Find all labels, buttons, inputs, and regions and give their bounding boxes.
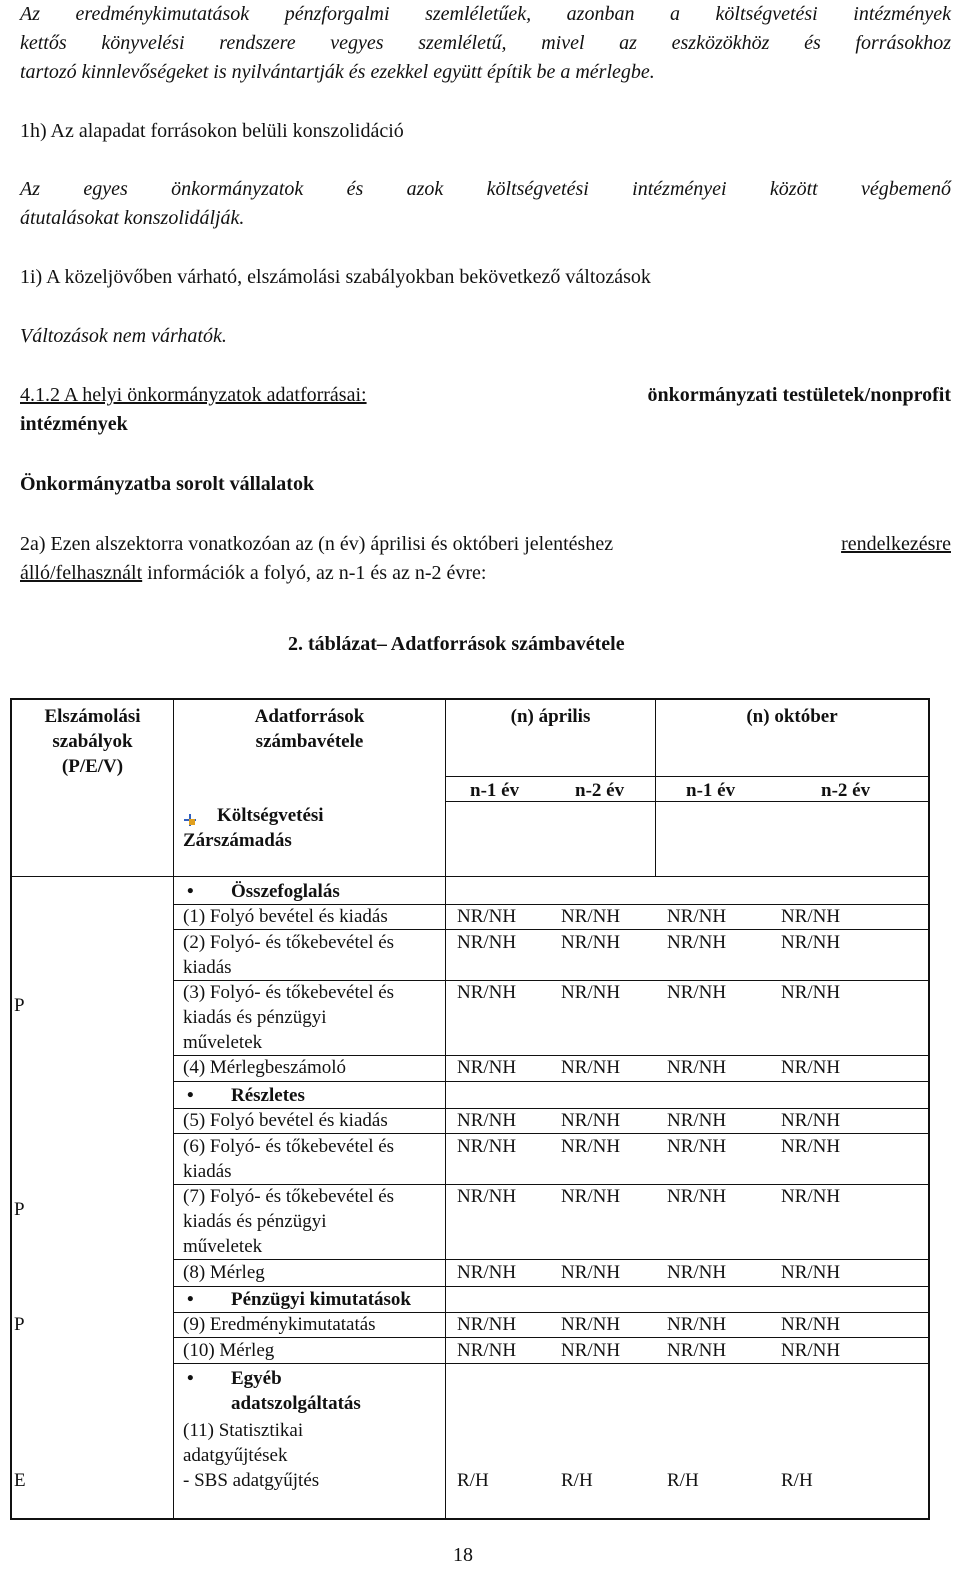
year-col-1: n-1 év <box>470 780 520 801</box>
subheading-companies: Önkormányzatba sorolt vállalatok <box>20 473 315 495</box>
rule-code: P <box>14 1314 25 1335</box>
row-divider <box>173 1312 930 1313</box>
row-label <box>183 1134 394 1184</box>
paragraph-2a-text-1: 2a) Ezen alszektorra vonatkozóan az (n év) áprilisi és októberi jelentéshez <box>20 533 614 555</box>
value-cell: NR/NH <box>781 1186 841 1207</box>
value-cell: R/H <box>457 1470 489 1491</box>
row-label-line: kiadás és pénzügyi <box>183 1211 327 1232</box>
year-col-4: n-2 év <box>821 780 871 801</box>
row-divider <box>173 1133 930 1134</box>
section-label <box>231 1083 305 1108</box>
rule-code: E <box>14 1470 26 1491</box>
value-cell: NR/NH <box>781 1314 841 1335</box>
value-cell: NR/NH <box>561 1314 621 1335</box>
value-cell: NR/NH <box>781 1057 841 1078</box>
section-label <box>231 879 340 904</box>
intro-line-3: tartozó kinnlevőségeket is nyilvántartják és ezekkel együtt építik be a mérlegbe. <box>20 61 655 83</box>
intro-line-1: Az eredménykimutatások pénzforgalmi szemléletűek, azonban a költségvetési intézmények <box>20 3 951 25</box>
row-label-line: adatgyűjtések <box>183 1445 288 1466</box>
row-label-line: (11) Statisztikai <box>183 1420 304 1441</box>
row-label <box>183 1184 394 1259</box>
value-cell: NR/NH <box>457 932 517 953</box>
row-divider <box>173 1259 930 1260</box>
paragraph-2a-text-2: információk a folyó, az n-1 és az n-2 évre: <box>147 562 487 584</box>
header-rules-line-1: Elszámolási <box>44 706 141 727</box>
header-sources-sub <box>183 803 324 853</box>
value-cell: NR/NH <box>667 982 727 1003</box>
rule-code: P <box>14 994 25 1016</box>
value-cell: NR/NH <box>781 1136 841 1157</box>
value-cell: NR/NH <box>781 1262 841 1283</box>
page-number: 18 <box>453 1544 473 1566</box>
header-rules-line-3: (P/E/V) <box>61 756 124 777</box>
value-cell: NR/NH <box>561 1340 621 1361</box>
heading-1i: 1i) A közeljövőben várható, elszámolási szabályokban bekövetkező változások <box>20 266 651 288</box>
intro-line-2: kettős könyvelési rendszere vegyes szemléletű, mivel az eszközökhöz és forrásokhoz <box>20 32 951 54</box>
value-cell: NR/NH <box>457 906 517 927</box>
heading-1h: 1h) Az alapadat forrásokon belüli konszolidáció <box>20 120 404 142</box>
value-cell: R/H <box>781 1470 813 1491</box>
row-label-line: (7) Folyó- és tőkebevétel és <box>183 1186 395 1207</box>
row-divider <box>173 1363 930 1364</box>
row-label-line: (4) Mérlegbeszámoló <box>183 1057 347 1078</box>
value-cell: NR/NH <box>667 1057 727 1078</box>
row-label-line: • Összefoglalás <box>231 879 340 904</box>
row-label <box>183 930 394 980</box>
value-cell: NR/NH <box>561 932 621 953</box>
row-label <box>183 1260 265 1285</box>
row-label-line: (8) Mérleg <box>183 1262 265 1283</box>
value-cell: NR/NH <box>781 1340 841 1361</box>
row-label-line: (5) Folyó bevétel és kiadás <box>183 1110 388 1131</box>
value-cell: NR/NH <box>667 1340 727 1361</box>
row-label <box>183 904 388 929</box>
paragraph-1h-line-1: Az egyes önkormányzatok és azok költségvetési intézményei között végbemenő <box>20 178 951 200</box>
value-cell: R/H <box>561 1470 593 1491</box>
row-divider <box>173 904 930 905</box>
row-divider <box>173 1286 930 1287</box>
header-sub-line-2: Zárszámadás <box>183 830 292 851</box>
header-rules <box>12 704 173 779</box>
row-label-line: • Részletes <box>231 1083 305 1108</box>
row-label-line: kiadás <box>183 957 232 978</box>
value-cell: NR/NH <box>561 1110 621 1131</box>
section-label <box>231 1366 361 1416</box>
row-label-line: (10) Mérleg <box>183 1340 275 1361</box>
value-cell: NR/NH <box>781 906 841 927</box>
header-april: (n) április <box>510 706 591 727</box>
row-label-line: kiadás <box>183 1161 232 1182</box>
row-label-line: (9) Eredménykimutatatás <box>183 1314 376 1335</box>
row-divider <box>173 980 930 981</box>
paragraph-2a-underlined-2: álló/felhasznált <box>20 562 143 584</box>
value-cell: NR/NH <box>561 1262 621 1283</box>
value-cell: NR/NH <box>667 1110 727 1131</box>
value-cell: NR/NH <box>667 1262 727 1283</box>
row-label-line: műveletek <box>183 1032 263 1053</box>
header-sources <box>174 704 445 754</box>
row-label-line: műveletek <box>183 1236 263 1257</box>
table-caption: 2. táblázat– Adatforrások számbavétele <box>288 633 625 655</box>
value-cell: NR/NH <box>561 1186 621 1207</box>
year-col-3: n-1 év <box>686 780 736 801</box>
header-rules-line-2: szabályok <box>52 731 133 752</box>
row-divider <box>173 1184 930 1185</box>
value-cell: NR/NH <box>457 1314 517 1335</box>
value-cell: NR/NH <box>457 1057 517 1078</box>
section-412-line <box>20 381 951 410</box>
row-label <box>183 1338 274 1363</box>
value-cell: NR/NH <box>561 1057 621 1078</box>
row-divider <box>173 1055 930 1056</box>
value-cell: NR/NH <box>457 1136 517 1157</box>
header-sources-line-1: Adatforrások <box>254 706 365 727</box>
value-cell: NR/NH <box>667 1186 727 1207</box>
header-october: (n) október <box>746 706 838 727</box>
value-cell: NR/NH <box>667 906 727 927</box>
row-label <box>183 980 394 1055</box>
section-412-subject-cont: intézmények <box>20 413 128 435</box>
pin-icon <box>183 809 197 823</box>
value-cell: NR/NH <box>457 1262 517 1283</box>
row-label-line: • Egyéb <box>231 1366 361 1391</box>
row-label-line: (3) Folyó- és tőkebevétel és <box>183 982 395 1003</box>
paragraph-2a-line-2 <box>20 559 486 588</box>
header-sub-line-1: Költségvetési <box>217 805 324 826</box>
row-label <box>183 1312 376 1337</box>
row-divider <box>173 1081 930 1082</box>
row-label-line: (1) Folyó bevétel és kiadás <box>183 906 388 927</box>
value-cell: R/H <box>667 1470 699 1491</box>
row-label-line: adatszolgáltatás <box>231 1393 361 1414</box>
paragraph-1i: Változások nem várhatók. <box>20 325 227 347</box>
row-label <box>183 1055 346 1080</box>
value-cell: NR/NH <box>781 1110 841 1131</box>
value-cell: NR/NH <box>667 932 727 953</box>
row-divider <box>173 1337 930 1338</box>
row-divider <box>173 929 930 930</box>
row-divider <box>173 1108 930 1109</box>
value-cell: NR/NH <box>457 1186 517 1207</box>
value-cell: NR/NH <box>781 932 841 953</box>
paragraph-2a-underlined-1: rendelkezésre <box>841 533 951 555</box>
value-cell: NR/NH <box>667 1314 727 1335</box>
value-cell: NR/NH <box>781 982 841 1003</box>
row-label-line: - SBS adatgyűjtés <box>183 1470 320 1491</box>
row-label <box>183 1418 319 1493</box>
value-cell: NR/NH <box>457 1110 517 1131</box>
section-412-subject: önkormányzati testületek/nonprofit <box>647 384 951 406</box>
header-sources-line-2: számbavétele <box>255 731 364 752</box>
value-cell: NR/NH <box>561 906 621 927</box>
row-label-line: kiadás és pénzügyi <box>183 1007 327 1028</box>
value-cell: NR/NH <box>457 1340 517 1361</box>
paragraph-1h-line-2: átutalásokat konszolidálják. <box>20 207 245 229</box>
value-cell: NR/NH <box>667 1136 727 1157</box>
row-label-line: (6) Folyó- és tőkebevétel és <box>183 1136 395 1157</box>
value-cell: NR/NH <box>561 1136 621 1157</box>
section-412-title: 4.1.2 A helyi önkormányzatok adatforrásai: <box>20 384 367 406</box>
year-col-2: n-2 év <box>575 780 625 801</box>
section-label <box>231 1287 411 1312</box>
row-label-line: • Pénzügyi kimutatások <box>231 1287 411 1312</box>
paragraph-2a-line-1 <box>20 530 951 559</box>
value-cell: NR/NH <box>457 982 517 1003</box>
value-cell: NR/NH <box>561 982 621 1003</box>
row-label <box>183 1108 388 1133</box>
row-label-line: (2) Folyó- és tőkebevétel és <box>183 932 395 953</box>
rule-code: P <box>14 1198 25 1220</box>
